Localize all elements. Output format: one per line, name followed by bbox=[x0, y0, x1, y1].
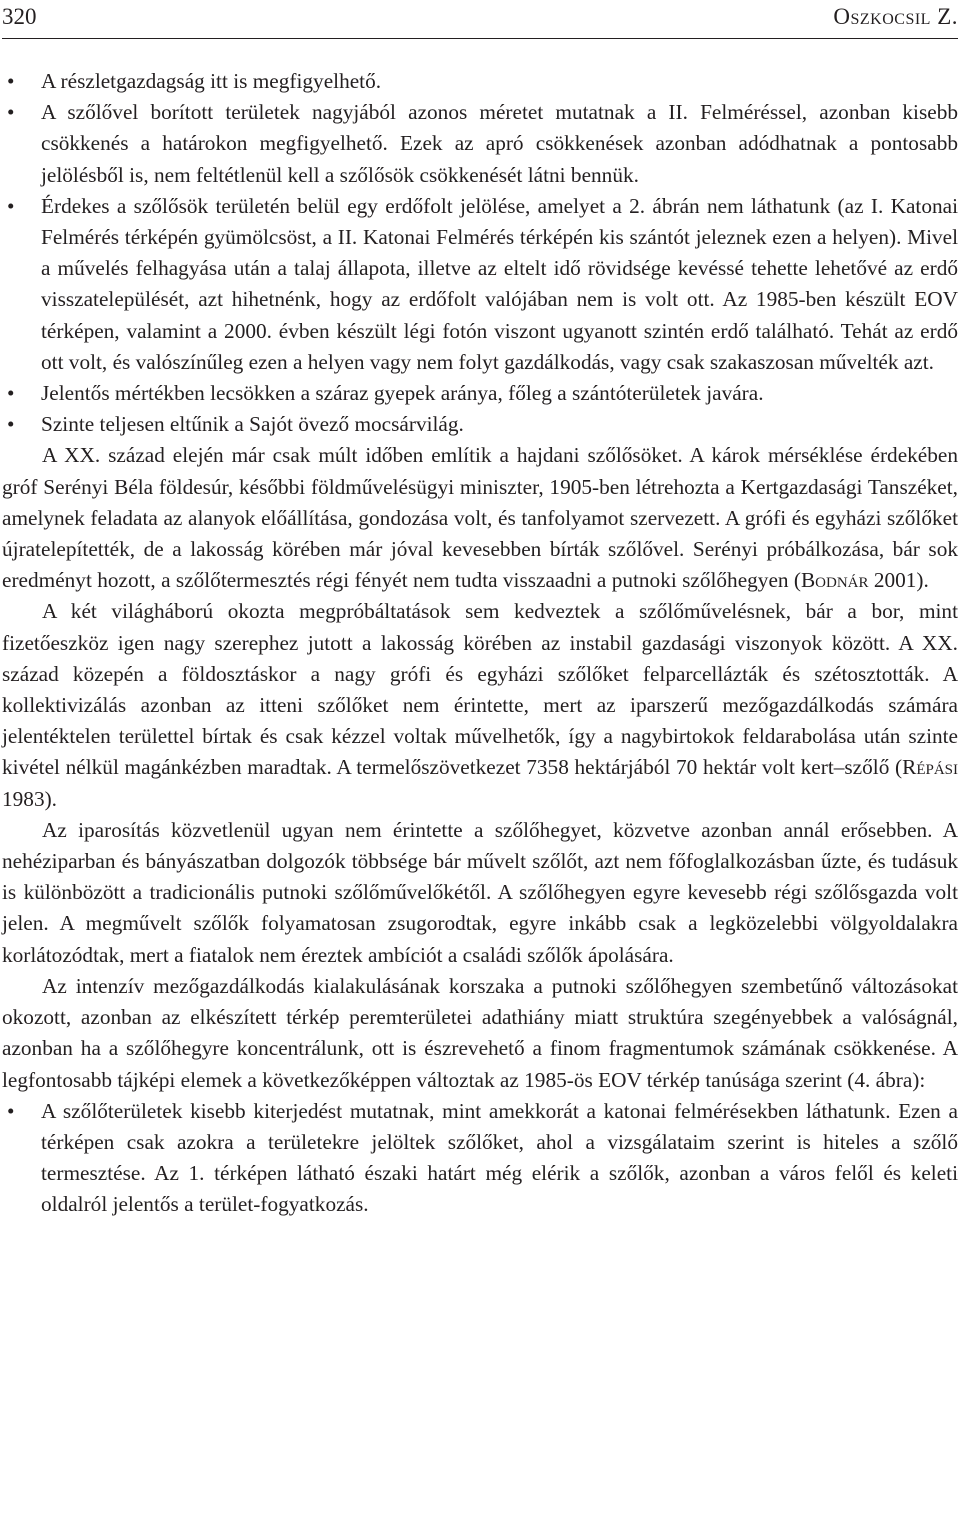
page-header bbox=[0, 2, 960, 36]
paragraph-text: A két világháború okozta megpróbáltatások sem kedveztek a szőlőművelésnek, bár a bor, mint fizetőeszköz igen nagy szerephez jutott a lakosság körében az instabil gazdasági viszonyok között. A XX. század közepén a földosztáskor a nagy grófi és egyházi szőlőket felparcellázták és szétosztották. A kollektivizálás azonban az itteni szőlőket nem érintette, mert az iparszerű mezőgazdálkodás számára jelentéktelen területtel bírtak és csak kézzel voltak művelhetők, így a nagybirtokok feldarabolása után szinte kivétel nélkül magánkézben maradtak. A termelőszövetkezet 7358 hektárjából 70 hektár volt kert–szőlő ( bbox=[2, 599, 958, 780]
running-head: Oszkocsil Z. bbox=[833, 4, 958, 29]
paragraph-text: 1983). bbox=[2, 786, 58, 811]
header-rule bbox=[2, 38, 958, 39]
citation-author: Répási bbox=[902, 755, 958, 780]
citation-author: Bodnár bbox=[800, 568, 869, 593]
bullet-item: • A szőlővel borított területek nagyjából azonos méretet mutatnak a II. Felméréssel, azonban kisebb csökkenés a határokon megfigyelhető. Ezek az apró csökkenések azonban adódhatnak a pontosabb jelölésből is, nem feltétlenül kell a szőlősök csökkenését látni bennük. bbox=[2, 97, 958, 191]
bullet-item: • Érdekes a szőlősök területén belül egy erdőfolt jelölése, amelyet a 2. ábrán nem láthatunk (az I. Katonai Felmérés térképén gyümölcsöst, a II. Katonai Felmérés térképén kis szántót jeleznek ezen a helyen). Mivel a művelés felhagyása után a talaj állapota, illetve az eltelt idő rövidsége kevéssé tehette lehetővé az erdő visszatelepülését, azt hihetnénk, hogy az erdőfolt valójában nem is volt ott. Az 1985-ben készült EOV térképen, valamint a 2000. évben készült légi fotón viszont ugyanott szintén erdő található. Tehát az erdő ott volt, és valószínűleg ezen a helyen vagy nem folyt gazdálkodás, vagy csak szakaszosan művelték azt. bbox=[2, 191, 958, 378]
paragraph: Az intenzív mezőgazdálkodás kialakulásának korszaka a putnoki szőlőhegyen szembetűnő változásokat okozott, azonban az elkészített térkép peremterületei adathiány miatt struktúra szegényebbek a valóságnál, azonban ha a szőlőhegyre koncentrálunk, ott is észrevehető a finom fragmentumok számának csökkenése. A legfontosabb tájképi elemek a következőképpen változtak az 1985-ös EOV térkép tanúsága szerint (4. ábra): bbox=[2, 973, 958, 1092]
paragraph-text: 2001). bbox=[868, 568, 929, 593]
paragraph-text: A XX. század elején már csak múlt időben említik a hajdani szőlősöket. A károk mérséklése érdekében gróf Serényi Béla földesúr, későbbi földművelésügyi miniszter, 1905-ben létrehozta a Kertgazdasági Tanszéket, amelynek feladata az alanyok előállítása, gondozása volt, és tanfolyamot szervezett. A grófi és egyházi szőlőket újratelepítették, de a lakosság körében már jóval kevesebben bírták szőlővel. Serényi próbálkozása, bár sok eredményt hozott, a szőlőtermesztés régi fényét nem tudta visszaadni a putnoki szőlőhegyen ( bbox=[2, 443, 958, 593]
paragraph bbox=[2, 596, 958, 814]
paragraph: Az iparosítás közvetlenül ugyan nem érintette a szőlőhegyet, közvetve azonban annál erősebben. A nehéziparban és bányászatban dolgozók többsége bár művelt szőlőt, azt nem főfoglalkozásban űzte, és tudásuk is különbözött a tradicionális putnoki szőlőművelőkétől. A szőlőhegyen egyre kevesebb régi szőlősgazda volt jelen. A megművelt szőlők folyamatosan zsugorodtak, egyre inkább csak a legközelebbi völgyoldalakra korlátozódtak, mert a fiatalok nem éreztek ambíciót a családi szőlők ápolására. bbox=[2, 817, 958, 967]
page-number: 320 bbox=[2, 4, 37, 29]
paragraph bbox=[2, 440, 958, 596]
bullet-item: • A részletgazdagság itt is megfigyelhető. bbox=[2, 66, 958, 97]
body-text bbox=[2, 66, 958, 1221]
bullet-item: • Szinte teljesen eltűnik a Sajót övező mocsárvilág. bbox=[2, 409, 958, 440]
bullet-item: • Jelentős mértékben lecsökken a száraz gyepek aránya, főleg a szántóterületek javára. bbox=[2, 378, 958, 409]
bullet-item: • A szőlőterületek kisebb kiterjedést mutatnak, mint amekkorát a katonai felmérésekben láthatunk. Ezen a térképen csak azokra a területekre jelöltek szőlőket, ahol a vizsgálataim szerint is hiteles a szőlő termesztése. Az 1. térképen látható északi határt még elérik a szőlők, azonban a város felől és keleti oldalról jelentős a terület-fogyatkozás. bbox=[2, 1096, 958, 1221]
